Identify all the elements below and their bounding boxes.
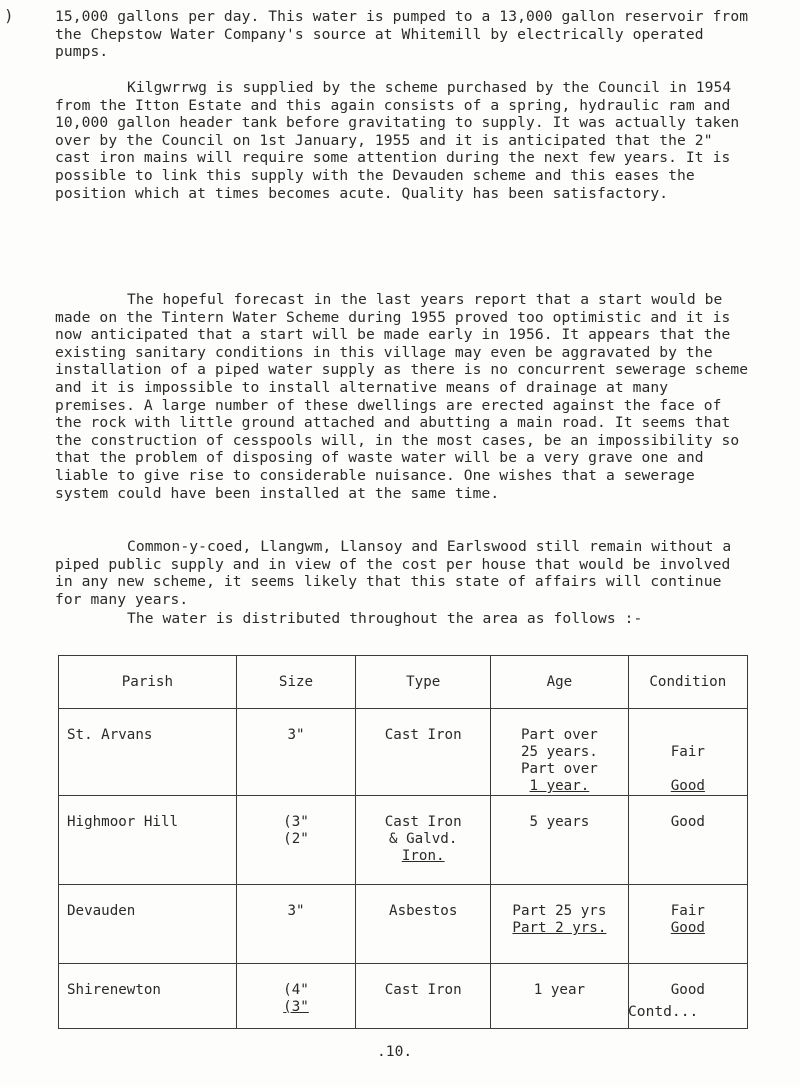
size-line: (2" [283, 831, 309, 847]
age-line: Part 2 yrs. [512, 920, 607, 936]
condition-line [629, 761, 747, 778]
age-line: 1 year. [529, 778, 590, 794]
page-number: .10. [377, 1043, 413, 1060]
header-type: Type [356, 656, 491, 709]
age-line: Part over [520, 761, 598, 777]
type-line: Cast Iron [384, 814, 462, 830]
size-line: (4" [283, 982, 309, 998]
header-size: Size [236, 656, 356, 709]
age-line: Part 25 yrs [512, 903, 607, 919]
paragraph-1: 15,000 gallons per day. This water is pumped to a 13,000 gallon reservoir from the Chepstow Water Company's source at Whitemill by electrically operated pumps. [55, 8, 749, 61]
distribution-table [58, 655, 748, 1029]
size-cell: 3" [287, 727, 305, 743]
condition-line: Good [670, 778, 705, 794]
parish-cell: Highmoor Hill [67, 814, 179, 830]
size-cell: 3" [287, 903, 305, 919]
condition-cell: Good [670, 982, 705, 998]
table-row [59, 709, 748, 796]
type-line: Iron. [401, 848, 445, 864]
margin-bracket-icon: ) [4, 6, 14, 25]
parish-cell: Devauden [67, 903, 136, 919]
condition-line [629, 727, 747, 744]
header-condition: Condition [628, 656, 747, 709]
condition-cell: Good [670, 814, 705, 830]
table-header-row [59, 656, 748, 709]
age-cell: 5 years [529, 814, 590, 830]
table-row [59, 796, 748, 885]
type-cell: Cast Iron [384, 727, 462, 743]
type-cell: Asbestos [389, 903, 458, 919]
condition-line: Fair [670, 903, 705, 919]
paragraph-unsupplied-parishes: Common-y-coed, Llangwm, Llansoy and Earlswood still remain without a piped public supply and in view of the cost per house that would be involved in any new scheme, it seems likely that this state of affairs will continue for many years. [55, 538, 732, 608]
parish-cell: St. Arvans [67, 727, 153, 743]
size-line: (3" [283, 999, 309, 1015]
paragraph-tintern: The hopeful forecast in the last years report that a start would be made on the Tintern Water Scheme during 1955 proved too optimistic and it is now anticipated that a start will be made early in 1956. It appears that the existing sanitary conditions in this village may even be aggravated by the installation of a piped water supply as there is no concurrent sewerage scheme and it is impossible to install alternative means of drainage at many premises. A large number of these dwellings are erected against the face of the rock with little ground attached and abutting a main road. It seems that the construction of cesspools will, in the most cases, be an impossibility so that the problem of disposing of waste water will be a very grave one and liable to give rise to considerable nuisance. One wishes that a sewerage system could have been installed at the same time. [55, 291, 749, 502]
type-cell: Cast Iron [384, 982, 462, 998]
header-parish: Parish [59, 656, 237, 709]
type-line: & Galvd. [389, 831, 458, 847]
age-cell: 1 year [533, 982, 586, 998]
header-age: Age [491, 656, 629, 709]
age-line: Part over [520, 727, 598, 743]
table-row [59, 885, 748, 964]
size-line: (3" [283, 814, 309, 830]
parish-cell: Shirenewton [67, 982, 161, 998]
age-line: 25 years. [520, 744, 598, 760]
paragraph-distribution-intro: The water is distributed throughout the area as follows :- [127, 610, 643, 627]
paragraph-kilgwrrwg: Kilgwrrwg is supplied by the scheme purchased by the Council in 1954 from the Itton Estate and this again consists of a spring, hydraulic ram and 10,000 gallon header tank before gravitating to supply. It was actually taken over by the Council on 1st January, 1955 and it is anticipated that the 2" cast iron mains will require some attention during the next few years. It is possible to link this supply with the Devauden scheme and this eases the position which at times becomes acute. Quality has been satisfactory. [55, 79, 740, 202]
condition-line: Fair [670, 744, 705, 760]
continued-note: Contd... [628, 1003, 699, 1020]
condition-line: Good [670, 920, 705, 936]
